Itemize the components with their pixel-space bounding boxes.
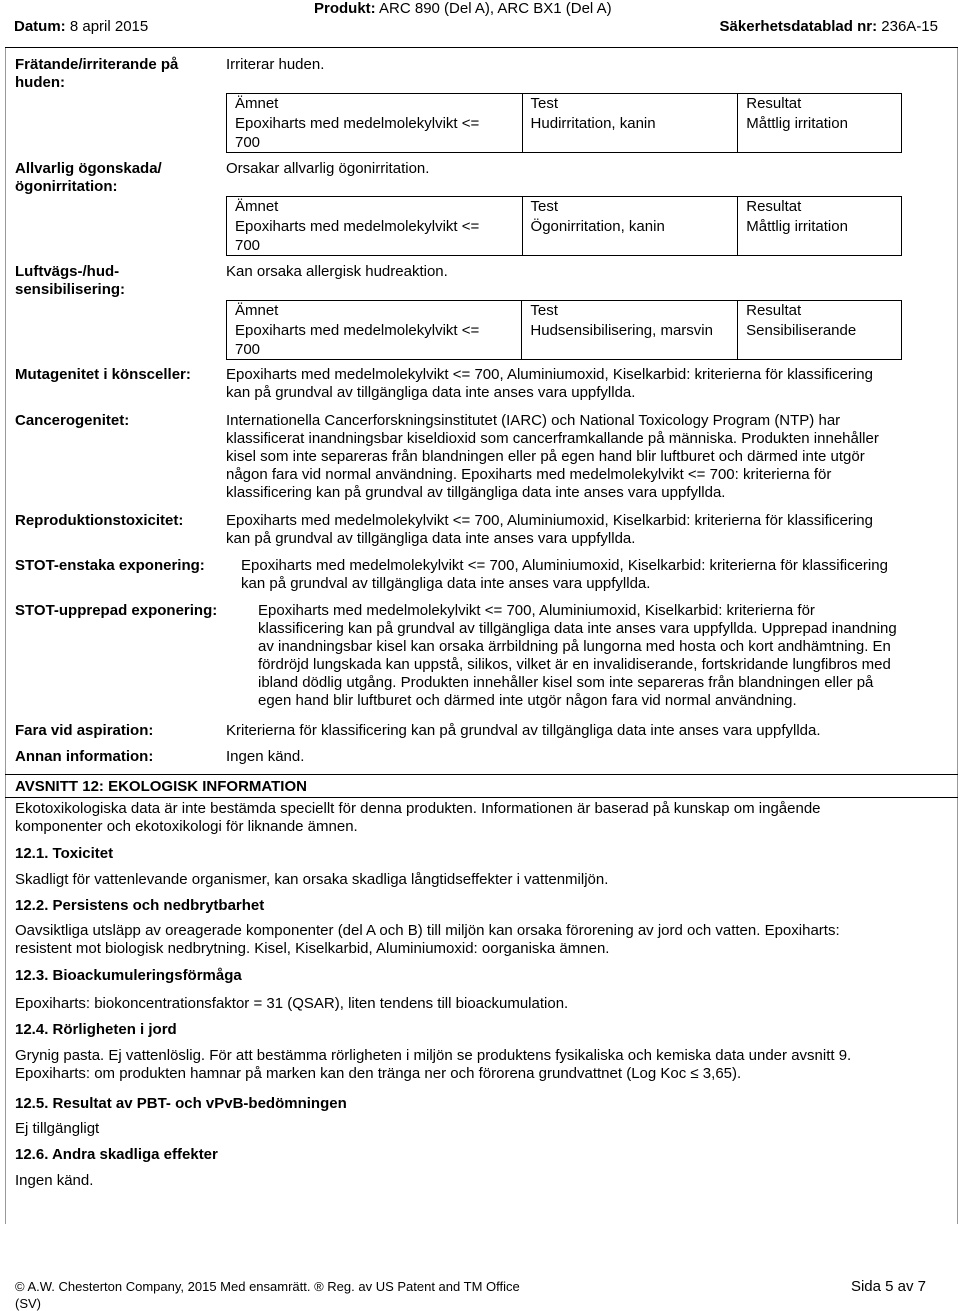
stot-single-label: STOT-enstaka exponering: — [15, 557, 205, 574]
sensitization-label: Luftvägs-/hud- sensibilisering: — [15, 263, 126, 298]
subsection-12-4-text: Grynig pasta. Ej vattenlöslig. För att bestämma rörligheten i miljön se produktens fysikaliska och kemiska data under avsnitt 9. Epoxiharts: om produkten hamnar på marken kan den tränga ner och förorena grundvattnet (Log Koc ≤ 3,65). — [15, 1047, 852, 1082]
col-header-result: Resultat — [738, 197, 902, 217]
section-12-title: AVSNITT 12: EKOLOGISK INFORMATION — [15, 778, 307, 795]
col-header-result: Resultat — [738, 94, 902, 114]
col-header-test: Test — [522, 197, 738, 217]
product-value: ARC 890 (Del A), ARC BX1 (Del A) — [379, 0, 612, 17]
other-info-text: Ingen känd. — [226, 748, 305, 765]
skin-irritation-table — [226, 93, 902, 153]
cell-substance: Epoxiharts med medelmolekylvikt <= 700 — [227, 114, 523, 153]
sds-value: 236A-15 — [881, 18, 938, 35]
cell-substance: Epoxiharts med medelmolekylvikt <= 700 — [227, 321, 522, 360]
carcinogenicity-text: Internationella Cancerforskningsinstitutet (IARC) och National Toxicology Program (NTP) har klassificerat inandningsbar kiseldioxid som cancerframkallande på människa. Produkten innehåller kisel som inte separeras från blandningen eller på egen hand blir luftburet och därmed inte utgör någon fara vid normal användning. Epoxiharts med medelmolekylvikt <= 700: kriterierna för klassificering kan på grundval av tillgängliga data inte anses vara uppfyllda. — [226, 412, 879, 501]
eye-irritation-table — [226, 196, 902, 256]
table-row — [227, 321, 902, 360]
date-field — [14, 18, 148, 36]
footer-page-number: Sida 5 av 7 — [850, 1278, 926, 1295]
subsection-12-6-title: 12.6. Andra skadliga effekter — [15, 1146, 218, 1163]
eye-damage-text: Orsakar allvarlig ögonirritation. — [226, 160, 430, 177]
page-header — [0, 0, 960, 44]
subsection-12-6-text: Ingen känd. — [15, 1172, 94, 1189]
subsection-12-4-title: 12.4. Rörligheten i jord — [15, 1021, 177, 1038]
cell-test: Hudirritation, kanin — [522, 114, 738, 153]
cell-test: Ögonirritation, kanin — [522, 217, 738, 256]
product-label: Produkt: — [314, 0, 376, 17]
frame-left-border — [5, 48, 6, 1224]
table-row — [227, 114, 902, 153]
table-row — [227, 217, 902, 256]
eye-damage-label: Allvarlig ögonskada/ ögonirritation: — [15, 160, 162, 195]
product-field — [314, 0, 612, 18]
cell-result: Måttlig irritation — [738, 217, 902, 256]
subsection-12-1-text: Skadligt för vattenlevande organismer, kan orsaka skadliga långtidseffekter i vattenmiljön. — [15, 871, 609, 888]
sensitization-table — [226, 300, 902, 360]
col-header-substance: Ämnet — [227, 197, 523, 217]
aspiration-label: Fara vid aspiration: — [15, 722, 154, 739]
subsection-12-2-text: Oavsiktliga utsläpp av oreagerade komponenter (del A och B) till miljön kan orsaka förorening av jord och vatten. Epoxiharts: resistent mot biologisk nedbrytning. Kisel, Kiselkarbid, Aluminiumoxid: oorganiska ämnen. — [15, 922, 840, 957]
stot-repeated-label: STOT-upprepad exponering: — [15, 602, 218, 619]
subsection-12-5-text: Ej tillgängligt — [15, 1120, 100, 1137]
reproductive-toxicity-text: Epoxiharts med medelmolekylvikt <= 700, Aluminiumoxid, Kiselkarbid: kriterierna för klassificering kan på grundval av tillgängliga data inte anses vara uppfyllda. — [226, 512, 873, 547]
mutagenicity-text: Epoxiharts med medelmolekylvikt <= 700, Aluminiumoxid, Kiselkarbid: kriterierna för klassificering kan på grundval av tillgängliga data inte anses vara uppfyllda. — [226, 366, 873, 401]
mutagenicity-label: Mutagenitet i könsceller: — [15, 366, 191, 383]
sensitization-text: Kan orsaka allergisk hudreaktion. — [226, 263, 448, 280]
subsection-12-5-title: 12.5. Resultat av PBT- och vPvB-bedömningen — [15, 1095, 347, 1112]
date-value: 8 april 2015 — [69, 18, 149, 35]
cell-result: Sensibiliserande — [738, 321, 902, 360]
cell-test: Hudsensibilisering, marsvin — [522, 321, 738, 360]
col-header-substance: Ämnet — [227, 301, 522, 321]
stot-single-text: Epoxiharts med medelmolekylvikt <= 700, Aluminiumoxid, Kiselkarbid: kriterierna för klassificering kan på grundval av tillgängliga data inte anses vara uppfyllda. — [241, 557, 888, 592]
col-header-test: Test — [522, 301, 738, 321]
aspiration-text: Kriterierna för klassificering kan på grundval av tillgängliga data inte anses vara uppfyllda. — [226, 722, 821, 739]
reproductive-toxicity-label: Reproduktionstoxicitet: — [15, 512, 184, 529]
cell-result: Måttlig irritation — [738, 114, 902, 153]
subsection-12-3-title: 12.3. Bioackumuleringsförmåga — [15, 967, 242, 984]
carcinogenicity-label: Cancerogenitet: — [15, 412, 130, 429]
table-header-row — [227, 301, 902, 321]
footer-copyright: © A.W. Chesterton Company, 2015 Med ensamrätt. ® Reg. av US Patent and TM Office (SV) — [15, 1279, 520, 1311]
frame-right-border — [957, 48, 958, 1224]
subsection-12-3-text: Epoxiharts: biokoncentrationsfaktor = 31 (QSAR), liten tendens till bioackumulation. — [15, 995, 569, 1012]
stot-repeated-text: Epoxiharts med medelmolekylvikt <= 700, Aluminiumoxid, Kiselkarbid: kriterierna för klassificering kan på grundval av tillgängliga data inte anses vara uppfyllda. Upprepad inandning av inandningsbar kisel kan orsaka ärrbildning på lungorna med hosta och kort andhämtning. En fördröjd lungskada kan uppstå, silikos, vilket är en invalidiserande, fortskridande lungfibros med ibland dödlig utgång. Produkten innehåller kisel som inte separeras från blandningen eller på egen hand blir luftburet och därmed inte utgör någon fara vid normal användning. — [258, 602, 897, 709]
col-header-substance: Ämnet — [227, 94, 523, 114]
table-header-row — [227, 94, 902, 114]
section-divider — [5, 797, 958, 798]
other-info-label: Annan information: — [15, 748, 154, 765]
subsection-12-1-title: 12.1. Toxicitet — [15, 845, 114, 862]
skin-corrosion-label: Frätande/irriterande på huden: — [15, 56, 179, 91]
cell-substance: Epoxiharts med medelmolekylvikt <= 700 — [227, 217, 523, 256]
sds-number-field — [720, 18, 938, 36]
col-header-test: Test — [522, 94, 738, 114]
table-header-row — [227, 197, 902, 217]
header-divider — [5, 47, 958, 48]
sds-label: Säkerhetsdatablad nr: — [719, 18, 878, 35]
date-label: Datum: — [14, 18, 66, 35]
skin-corrosion-text: Irriterar huden. — [226, 56, 325, 73]
section-12-intro: Ekotoxikologiska data är inte bestämda speciellt för denna produkten. Informationen är baserad på kunskap om ingående komponenter och ekotoxikologi för liknande ämnen. — [15, 800, 821, 835]
subsection-12-2-title: 12.2. Persistens och nedbrytbarhet — [15, 897, 265, 914]
col-header-result: Resultat — [738, 301, 902, 321]
section-divider — [5, 774, 958, 775]
